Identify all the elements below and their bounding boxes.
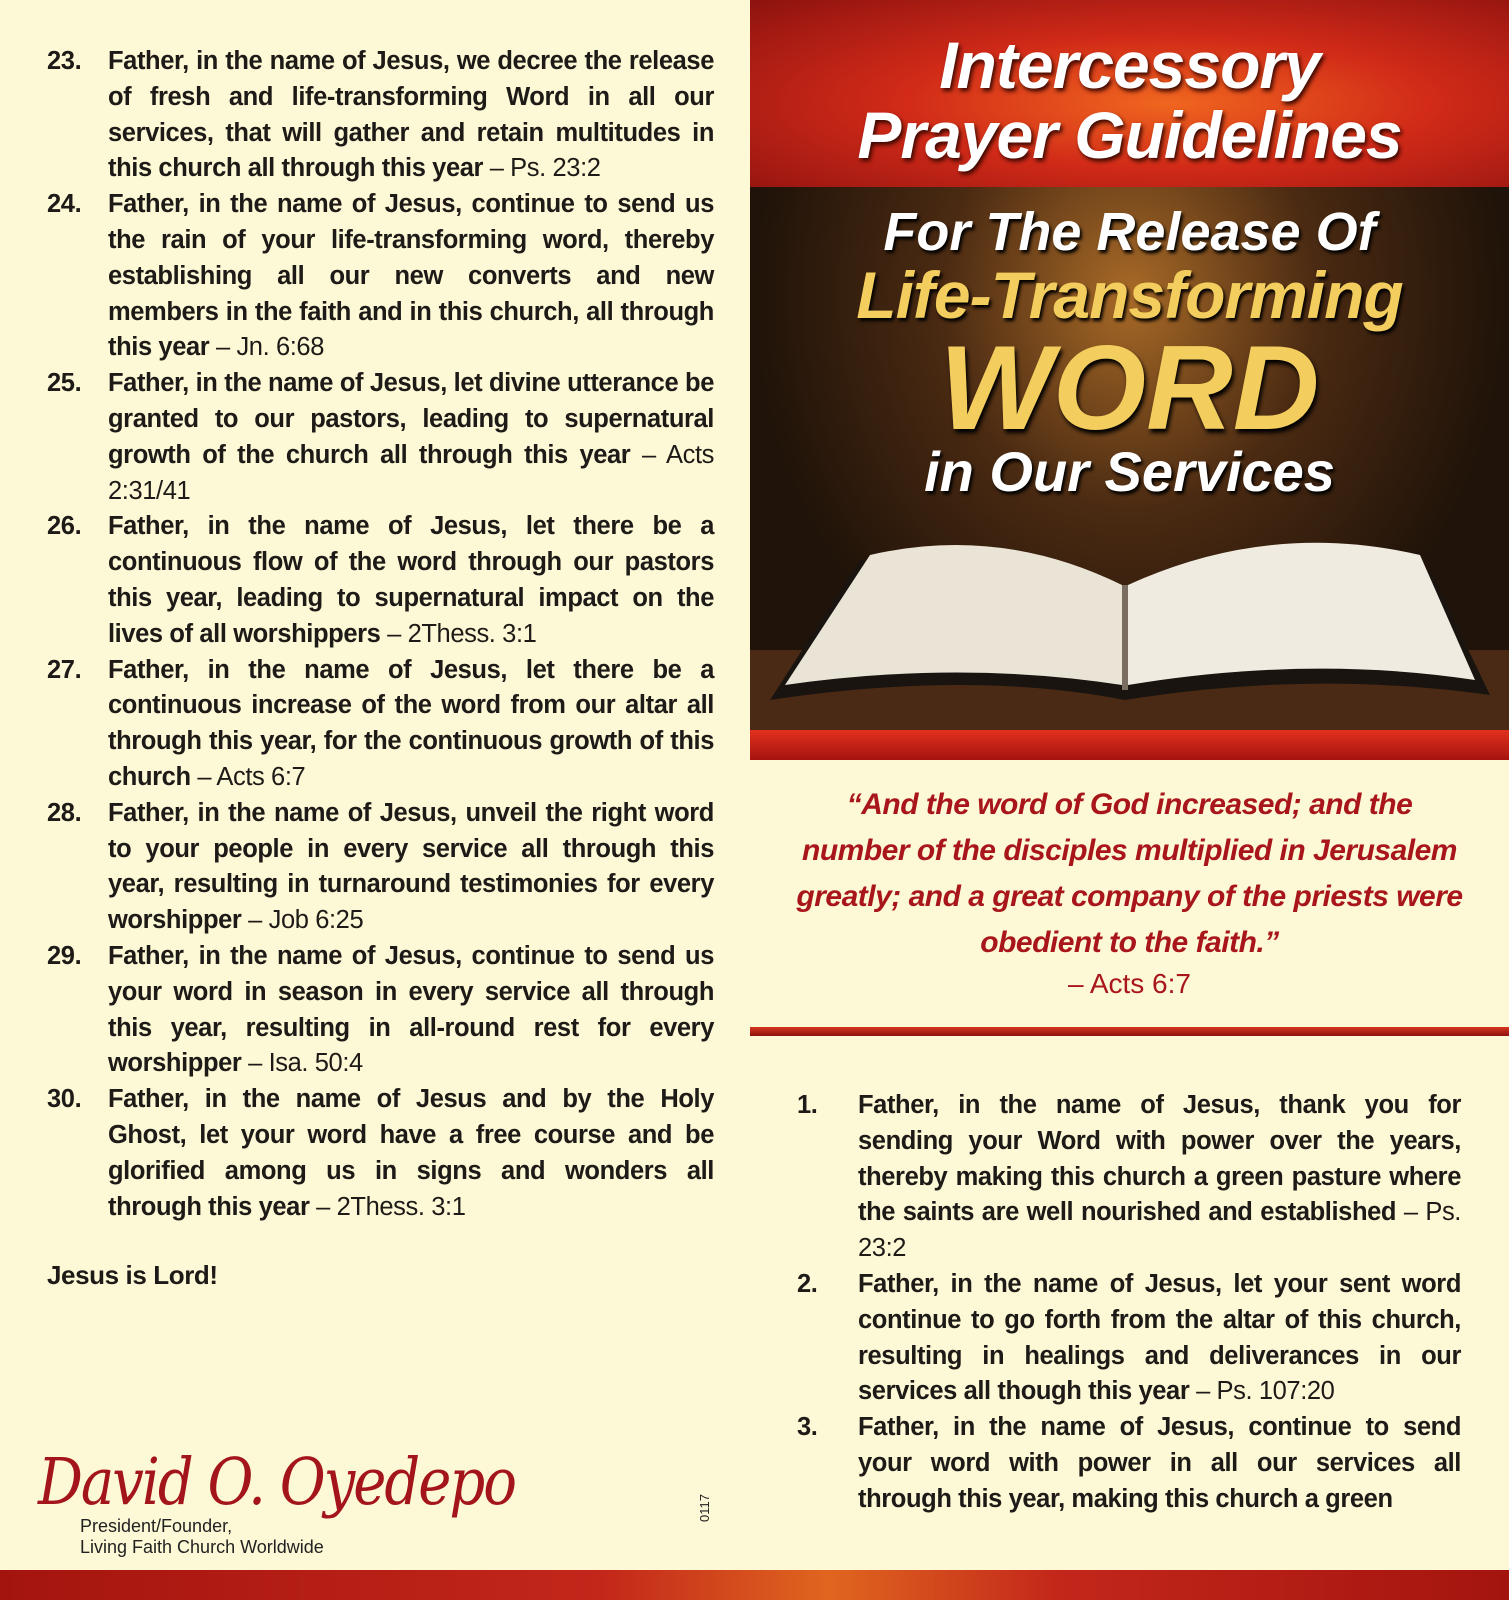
prayer-item <box>47 653 714 796</box>
prayer-text: Father, in the name of Jesus and by the Holy Ghost, let your word have a free course and be glorified among us in signs and wonders all through this year <box>108 1085 714 1221</box>
prayer-number: 28. <box>47 798 82 827</box>
prayer-text: Father, in the name of Jesus, thank you for sending your Word with power over the years, thereby making this church a green pasture where the saints are well nourished and established <box>858 1091 1461 1227</box>
print-code: 0117 <box>697 1494 712 1522</box>
role-line-1: President/Founder, <box>80 1516 233 1536</box>
scripture-ref: – Acts 6:7 <box>197 762 306 791</box>
prayer-number: 24. <box>47 190 82 219</box>
scripture-ref: – Acts 2:31/41 <box>108 440 715 505</box>
red-band <box>750 730 1509 760</box>
role-line-2: Living Faith Church Worldwide <box>80 1537 324 1557</box>
bottom-band <box>0 1570 1509 1600</box>
prayer-item <box>47 366 714 509</box>
cover-line-2: Life-Transforming <box>856 258 1403 332</box>
scripture-ref: – Ps. 23:2 <box>489 154 601 183</box>
scripture-quote-ref: – Acts 6:7 <box>1068 968 1191 999</box>
prayer-text: Father, in the name of Jesus, continue to send us your word in season in every service all through this year, resulting in all-round rest for every worshipper <box>108 941 714 1078</box>
header-title-line-1: Intercessory <box>939 28 1320 102</box>
divider <box>750 1027 1509 1036</box>
prayer-text: Father, in the name of Jesus, let there be a continuous increase of the word from our altar all through this year, for the continuous growth of this church <box>108 655 714 791</box>
prayer-number: 23. <box>47 47 82 75</box>
prayer-text: Father, in the name of Jesus, let divine utterance be granted to our pastors, leading to supernatural growth of the church all through this year <box>108 369 714 469</box>
cover-header <box>750 0 1509 187</box>
left-prayer-list <box>47 44 714 1291</box>
prayer-number: 29. <box>47 941 82 970</box>
prayer-number: 27. <box>47 655 82 684</box>
prayer-text: Father, in the name of Jesus, continue to send us the rain of your life-transforming word, thereby establishing all our new converts and new members in the faith and in this church, all through this year <box>108 190 714 362</box>
cover-panel <box>750 0 1509 1513</box>
prayer-number: 3. <box>797 1413 818 1442</box>
prayer-item <box>797 1410 1461 1517</box>
scripture-ref: – 2Thess. 3:1 <box>387 619 537 648</box>
signatory-role <box>80 1516 324 1558</box>
scripture-ref: – 2Thess. 3:1 <box>316 1192 466 1221</box>
prayer-number: 26. <box>47 512 82 541</box>
prayer-text: Father, in the name of Jesus, we decree the release of fresh and life-transforming Word in all our services, that will gather and retain multitudes in this church all through this year <box>108 47 714 183</box>
prayer-item <box>797 1267 1461 1410</box>
prayer-item <box>47 1082 714 1225</box>
cover-image <box>750 187 1509 730</box>
cover-line-4: in Our Services <box>924 440 1335 503</box>
prayer-text: Father, in the name of Jesus, let your sent word continue to go forth from the altar of this church, resulting in healings and deliverances in our services all though this year <box>858 1269 1461 1406</box>
prayer-item <box>47 44 714 187</box>
closing-text: Jesus is Lord! <box>47 1260 218 1291</box>
scripture-ref: – Ps. 23:2 <box>858 1198 1461 1263</box>
prayer-item <box>797 1088 1461 1267</box>
scripture-ref: – Ps. 107:20 <box>1196 1377 1335 1406</box>
prayer-number: 2. <box>797 1269 818 1298</box>
scripture-ref: – Isa. 50:4 <box>248 1049 363 1078</box>
header-title-line-2: Prayer Guidelines <box>857 98 1402 172</box>
cover-line-1: For The Release Of <box>883 202 1376 262</box>
prayer-item <box>47 187 714 366</box>
prayer-number: 1. <box>797 1091 818 1119</box>
prayer-item <box>47 796 714 939</box>
scripture-ref: – Jn. 6:68 <box>215 333 324 362</box>
right-prayer-list <box>797 1088 1461 1518</box>
scripture-quote: “And the word of God increased; and the number of the disciples multiplied in Jerusalem greatly; and a great company of the priests were obedient to the faith.” <box>796 788 1463 959</box>
prayer-number: 25. <box>47 369 82 398</box>
prayer-item <box>47 509 714 652</box>
cover-line-3: WORD <box>939 321 1320 455</box>
prayer-text: Father, in the name of Jesus, unveil the right word to your people in every service all through this year, resulting in turnaround testimonies for every worshipper <box>108 798 714 935</box>
prayer-text: Father, in the name of Jesus, let there be a continuous flow of the word through our pastors this year, leading to supernatural impact on the lives of all worshippers <box>108 512 714 648</box>
open-bible-icon <box>750 500 1509 730</box>
scripture-ref: – Job 6:25 <box>248 906 364 935</box>
signature: David O. Oyedepo <box>38 1445 515 1520</box>
prayer-number: 30. <box>47 1085 82 1114</box>
prayer-text: Father, in the name of Jesus, continue to send your word with power in all our services all through this year, making this church a green <box>858 1413 1461 1513</box>
prayer-item <box>47 939 714 1082</box>
